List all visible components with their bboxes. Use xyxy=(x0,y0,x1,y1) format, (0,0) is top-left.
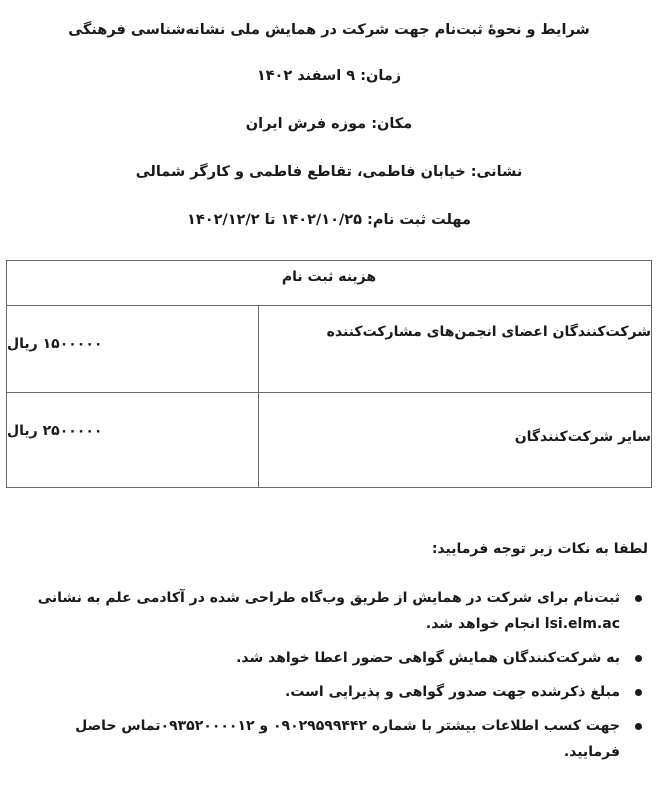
bullet-icon xyxy=(635,689,642,696)
notes-list xyxy=(28,585,648,773)
fee-category: شرکت‌کنندگان اعضای انجمن‌های مشارکت‌کننده xyxy=(326,324,651,340)
event-time: زمان: ۹ اسفند ۱۴۰۲ xyxy=(256,68,402,84)
note-text: ثبت‌نام برای شرکت در همایش از طریق وب‌گاه طراحی شده در آکادمی علم به نشانی xyxy=(37,590,620,606)
notes-intro: لطفا به نکات زیر توجه فرمایید: xyxy=(431,541,648,557)
bullet-icon xyxy=(635,595,642,602)
list-item xyxy=(28,679,648,705)
fee-table-heading-text: هزینه ثبت نام xyxy=(281,269,377,285)
list-item xyxy=(28,645,648,671)
fee-amount: ۱۵۰۰۰۰۰ ریال xyxy=(7,336,103,352)
note-text: مبلغ ذکرشده جهت صدور گواهی و پذیرایی است. xyxy=(285,684,620,700)
bullet-icon xyxy=(635,655,642,662)
registration-deadline: مهلت ثبت نام: ۱۴۰۲/۱۰/۲۵ تا ۱۴۰۲/۱۲/۲ xyxy=(187,212,471,228)
table-row xyxy=(7,306,652,393)
fee-table xyxy=(6,260,652,488)
event-address: نشانی: خیابان فاطمی، تقاطع فاطمی و کارگر شمالی xyxy=(135,164,523,180)
list-item xyxy=(28,713,648,765)
note-text: جهت کسب اطلاعات بیشتر با شماره ۰۹۰۲۹۵۹۹۴۴۲ و ۰۹۳۵۲۰۰۰۰۱۲تماس حاصل فرمایید. xyxy=(75,718,620,760)
bullet-icon xyxy=(635,723,642,730)
table-row xyxy=(7,393,652,488)
list-item xyxy=(28,585,648,637)
website-link[interactable]: lsi.elm.ac xyxy=(544,616,620,632)
fee-amount: ۲۵۰۰۰۰۰ ریال xyxy=(7,423,103,439)
fee-amount-cell xyxy=(7,393,259,488)
fee-category-cell xyxy=(258,306,651,393)
note-text: انجام خواهد شد. xyxy=(425,616,540,632)
fee-category: سایر شرکت‌کنندگان xyxy=(514,429,651,445)
page-title: شرایط و نحوهٔ ثبت‌نام جهت شرکت در همایش ملی نشانه‌شناسی فرهنگی xyxy=(68,22,590,38)
fee-table-heading xyxy=(7,261,652,306)
event-place: مکان: موزه فرش ایران xyxy=(245,116,413,132)
fee-amount-cell xyxy=(7,306,259,393)
note-text: به شرکت‌کنندگان همایش گواهی حضور اعطا خواهد شد. xyxy=(236,650,620,666)
fee-category-cell xyxy=(258,393,651,488)
